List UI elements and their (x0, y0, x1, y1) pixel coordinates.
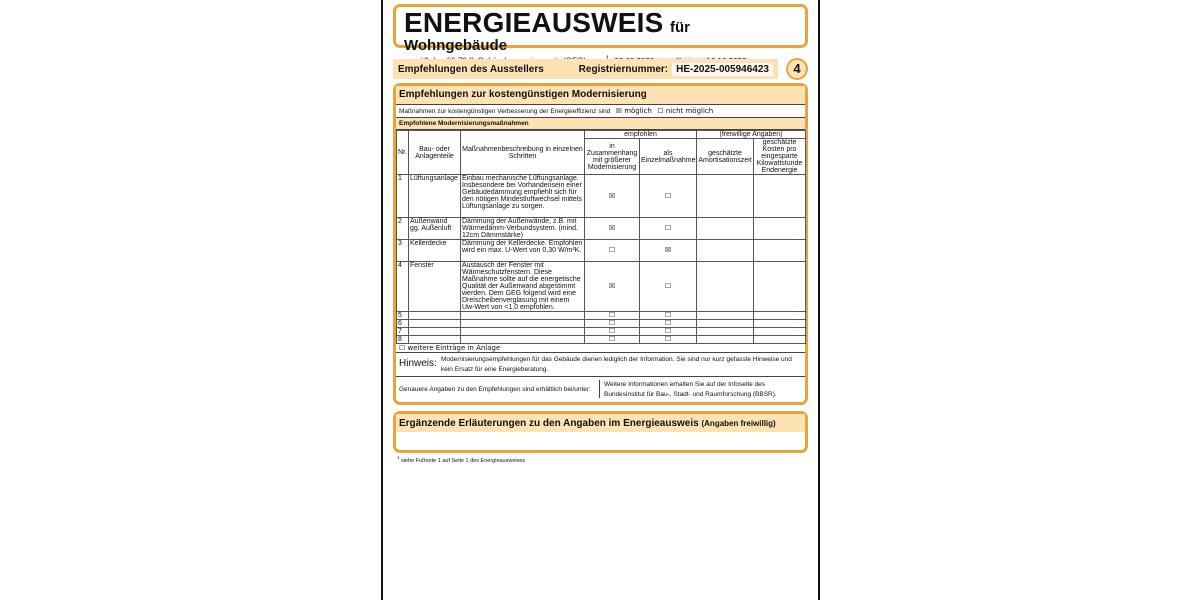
row-description[interactable] (461, 320, 585, 328)
supplementary-note: (Angaben freiwillig) (701, 419, 776, 428)
row-combined-checkbox[interactable]: ☒ (585, 262, 640, 312)
row-description[interactable] (461, 312, 585, 320)
supplementary-title (396, 414, 805, 432)
registration-number (579, 63, 773, 76)
row-amortization[interactable] (697, 320, 754, 328)
measures-text: Maßnahmen zur kostengünstigen Verbesserung der Energieeffizienz sind (399, 108, 611, 115)
col-amortization: geschätzte Amortisationszeit (697, 139, 754, 175)
row-amortization[interactable] (697, 336, 754, 344)
table-row (397, 240, 806, 262)
row-amortization[interactable] (697, 175, 754, 218)
row-single-checkbox[interactable]: ☐ (640, 336, 697, 344)
row-single-checkbox[interactable]: ☐ (640, 328, 697, 336)
row-amortization[interactable] (697, 240, 754, 262)
row-single-checkbox[interactable]: ☐ (640, 218, 697, 240)
footnote-text: siehe Fußnote 1 auf Seite 1 des Energieausweises (401, 457, 526, 464)
table-row (397, 312, 806, 320)
row-cost[interactable] (754, 175, 806, 218)
recommendations-box (393, 83, 808, 405)
row-combined-checkbox[interactable]: ☐ (585, 320, 640, 328)
table-row (397, 336, 806, 344)
document-title: ENERGIEAUSWEIS (404, 7, 664, 38)
supplementary-box (393, 411, 808, 453)
row-cost[interactable] (754, 320, 806, 328)
table-header-row (397, 131, 806, 139)
row-nr: 5 (397, 312, 409, 320)
row-cost[interactable] (754, 218, 806, 240)
recommendations-title: Empfehlungen zur kostengünstigen Modernisierung (396, 86, 805, 104)
more-entries-checkbox[interactable]: ☐ weitere Einträge in Anlage (399, 344, 501, 352)
row-nr: 2 (397, 218, 409, 240)
footnote-number: 1 (397, 455, 400, 460)
row-component: Außenwand gg. Außenluft (409, 218, 461, 240)
row-combined-checkbox[interactable]: ☐ (585, 336, 640, 344)
measures-table (396, 130, 806, 344)
document-subtitle: für Wohngebäude (404, 19, 690, 54)
row-combined-checkbox[interactable]: ☒ (585, 175, 640, 218)
row-nr: 6 (397, 320, 409, 328)
row-nr: 8 (397, 336, 409, 344)
row-cost[interactable] (754, 328, 806, 336)
row-combined-checkbox[interactable]: ☒ (585, 218, 640, 240)
col-single: als Einzelmaßnahme (640, 139, 697, 175)
table-row (397, 328, 806, 336)
row-description: Dämmung der Außenwände, z.B. mit Wärmedämm-Verbundsystem. (mind. 12cm Dämmstärke) (461, 218, 585, 240)
row-description: Austausch der Fenster mit Wärmeschutzfenstern. Diese Maßnahme sollte auf die energetische Qualität der Außenwand abgestimmt werden. Dem GEG folgend wird eine Dreischeibenverglasung mit einem Uw-Wert von <1,0 empfohlen. (461, 262, 585, 312)
row-amortization[interactable] (697, 218, 754, 240)
row-component: Fenster (409, 262, 461, 312)
measures-subheader: Empfohlene Modernisierungsmaßnahmen (396, 117, 805, 130)
row-amortization[interactable] (697, 262, 754, 312)
table-row (397, 262, 806, 312)
registration-label: Registriernummer: (578, 63, 669, 75)
row-description: Dämmung der Kellerdecke. Empfohlen wird ein max. U-Wert von 0,30 W/m²K. (461, 240, 585, 262)
row-description[interactable] (461, 336, 585, 344)
row-component[interactable] (409, 320, 461, 328)
row-combined-checkbox[interactable]: ☐ (585, 312, 640, 320)
registration-value: HE-2025-005946423 (672, 63, 773, 76)
table-row (397, 218, 806, 240)
hint-section (396, 352, 805, 376)
row-component: Kellerdecke (409, 240, 461, 262)
document-page (381, 0, 820, 600)
row-amortization[interactable] (697, 328, 754, 336)
hint-text: Modernisierungsempfehlungen für das Gebäude dienen lediglich der Information. Sie sind nur kurz gefasste Hinweise und kein Ersatz für eine Energieberatung. (441, 356, 792, 373)
section-bar (393, 59, 778, 79)
row-cost[interactable] (754, 312, 806, 320)
row-combined-checkbox[interactable]: ☐ (585, 240, 640, 262)
option-not-possible-checkbox[interactable]: ☐ nicht möglich (657, 107, 714, 115)
section-title: Empfehlungen des Ausstellers (398, 63, 544, 75)
page-footnote (397, 455, 525, 464)
info-right-text: Weitere Informationen erhalten Sie auf der Infoseite des Bundesinstitut für Bau-, Stadt- und Raumforschung (BBSR). (599, 380, 802, 398)
info-section (396, 376, 805, 401)
hint-label: Hinweis: (399, 358, 437, 369)
row-cost[interactable] (754, 336, 806, 344)
row-cost[interactable] (754, 262, 806, 312)
row-component: Lüftungsanlage (409, 175, 461, 218)
page-number-badge: 4 (786, 58, 808, 80)
measures-line (396, 104, 805, 117)
row-single-checkbox[interactable]: ☐ (640, 320, 697, 328)
row-component[interactable] (409, 312, 461, 320)
col-description: Maßnahmenbeschreibung in einzelnen Schritten (461, 131, 585, 175)
col-component: Bau- oder Anlagenteile (409, 131, 461, 175)
col-combined: in Zusammenhang mit größerer Modernisierung (585, 139, 640, 175)
row-amortization[interactable] (697, 312, 754, 320)
row-description[interactable] (461, 328, 585, 336)
row-component[interactable] (409, 336, 461, 344)
col-cost: geschätzte Kosten pro eingesparte Kilowattstunde Endenergie (754, 139, 806, 175)
col-optional: (freiwillige Angaben) (697, 131, 806, 139)
row-nr: 4 (397, 262, 409, 312)
row-nr: 7 (397, 328, 409, 336)
row-nr: 1 (397, 175, 409, 218)
row-description: Einbau mechanische Lüftungsanlage. Insbesondere bei Vorhandensein einer Gebäudedämmung empfiehlt sich für den nötigen Mindestluftwechsel mittels Lüftungsanlage zu sorgen. (461, 175, 585, 218)
col-recommended: empfohlen (585, 131, 697, 139)
supplementary-title-text: Ergänzende Erläuterungen zu den Angaben im Energieausweis (399, 418, 699, 429)
table-row (397, 175, 806, 218)
row-single-checkbox[interactable]: ☒ (640, 240, 697, 262)
row-single-checkbox[interactable]: ☐ (640, 175, 697, 218)
option-possible-checkbox[interactable]: ☒ möglich (615, 107, 652, 115)
col-nr: Nr. (397, 131, 409, 175)
row-single-checkbox[interactable]: ☐ (640, 262, 697, 312)
row-component[interactable] (409, 328, 461, 336)
row-combined-checkbox[interactable]: ☐ (585, 328, 640, 336)
table-row (397, 320, 806, 328)
row-single-checkbox[interactable]: ☐ (640, 312, 697, 320)
row-cost[interactable] (754, 240, 806, 262)
document-header (393, 4, 808, 54)
info-left-text: Genauere Angaben zu den Empfehlungen sind erhältlich bei/unter: (399, 386, 591, 393)
row-nr: 3 (397, 240, 409, 262)
